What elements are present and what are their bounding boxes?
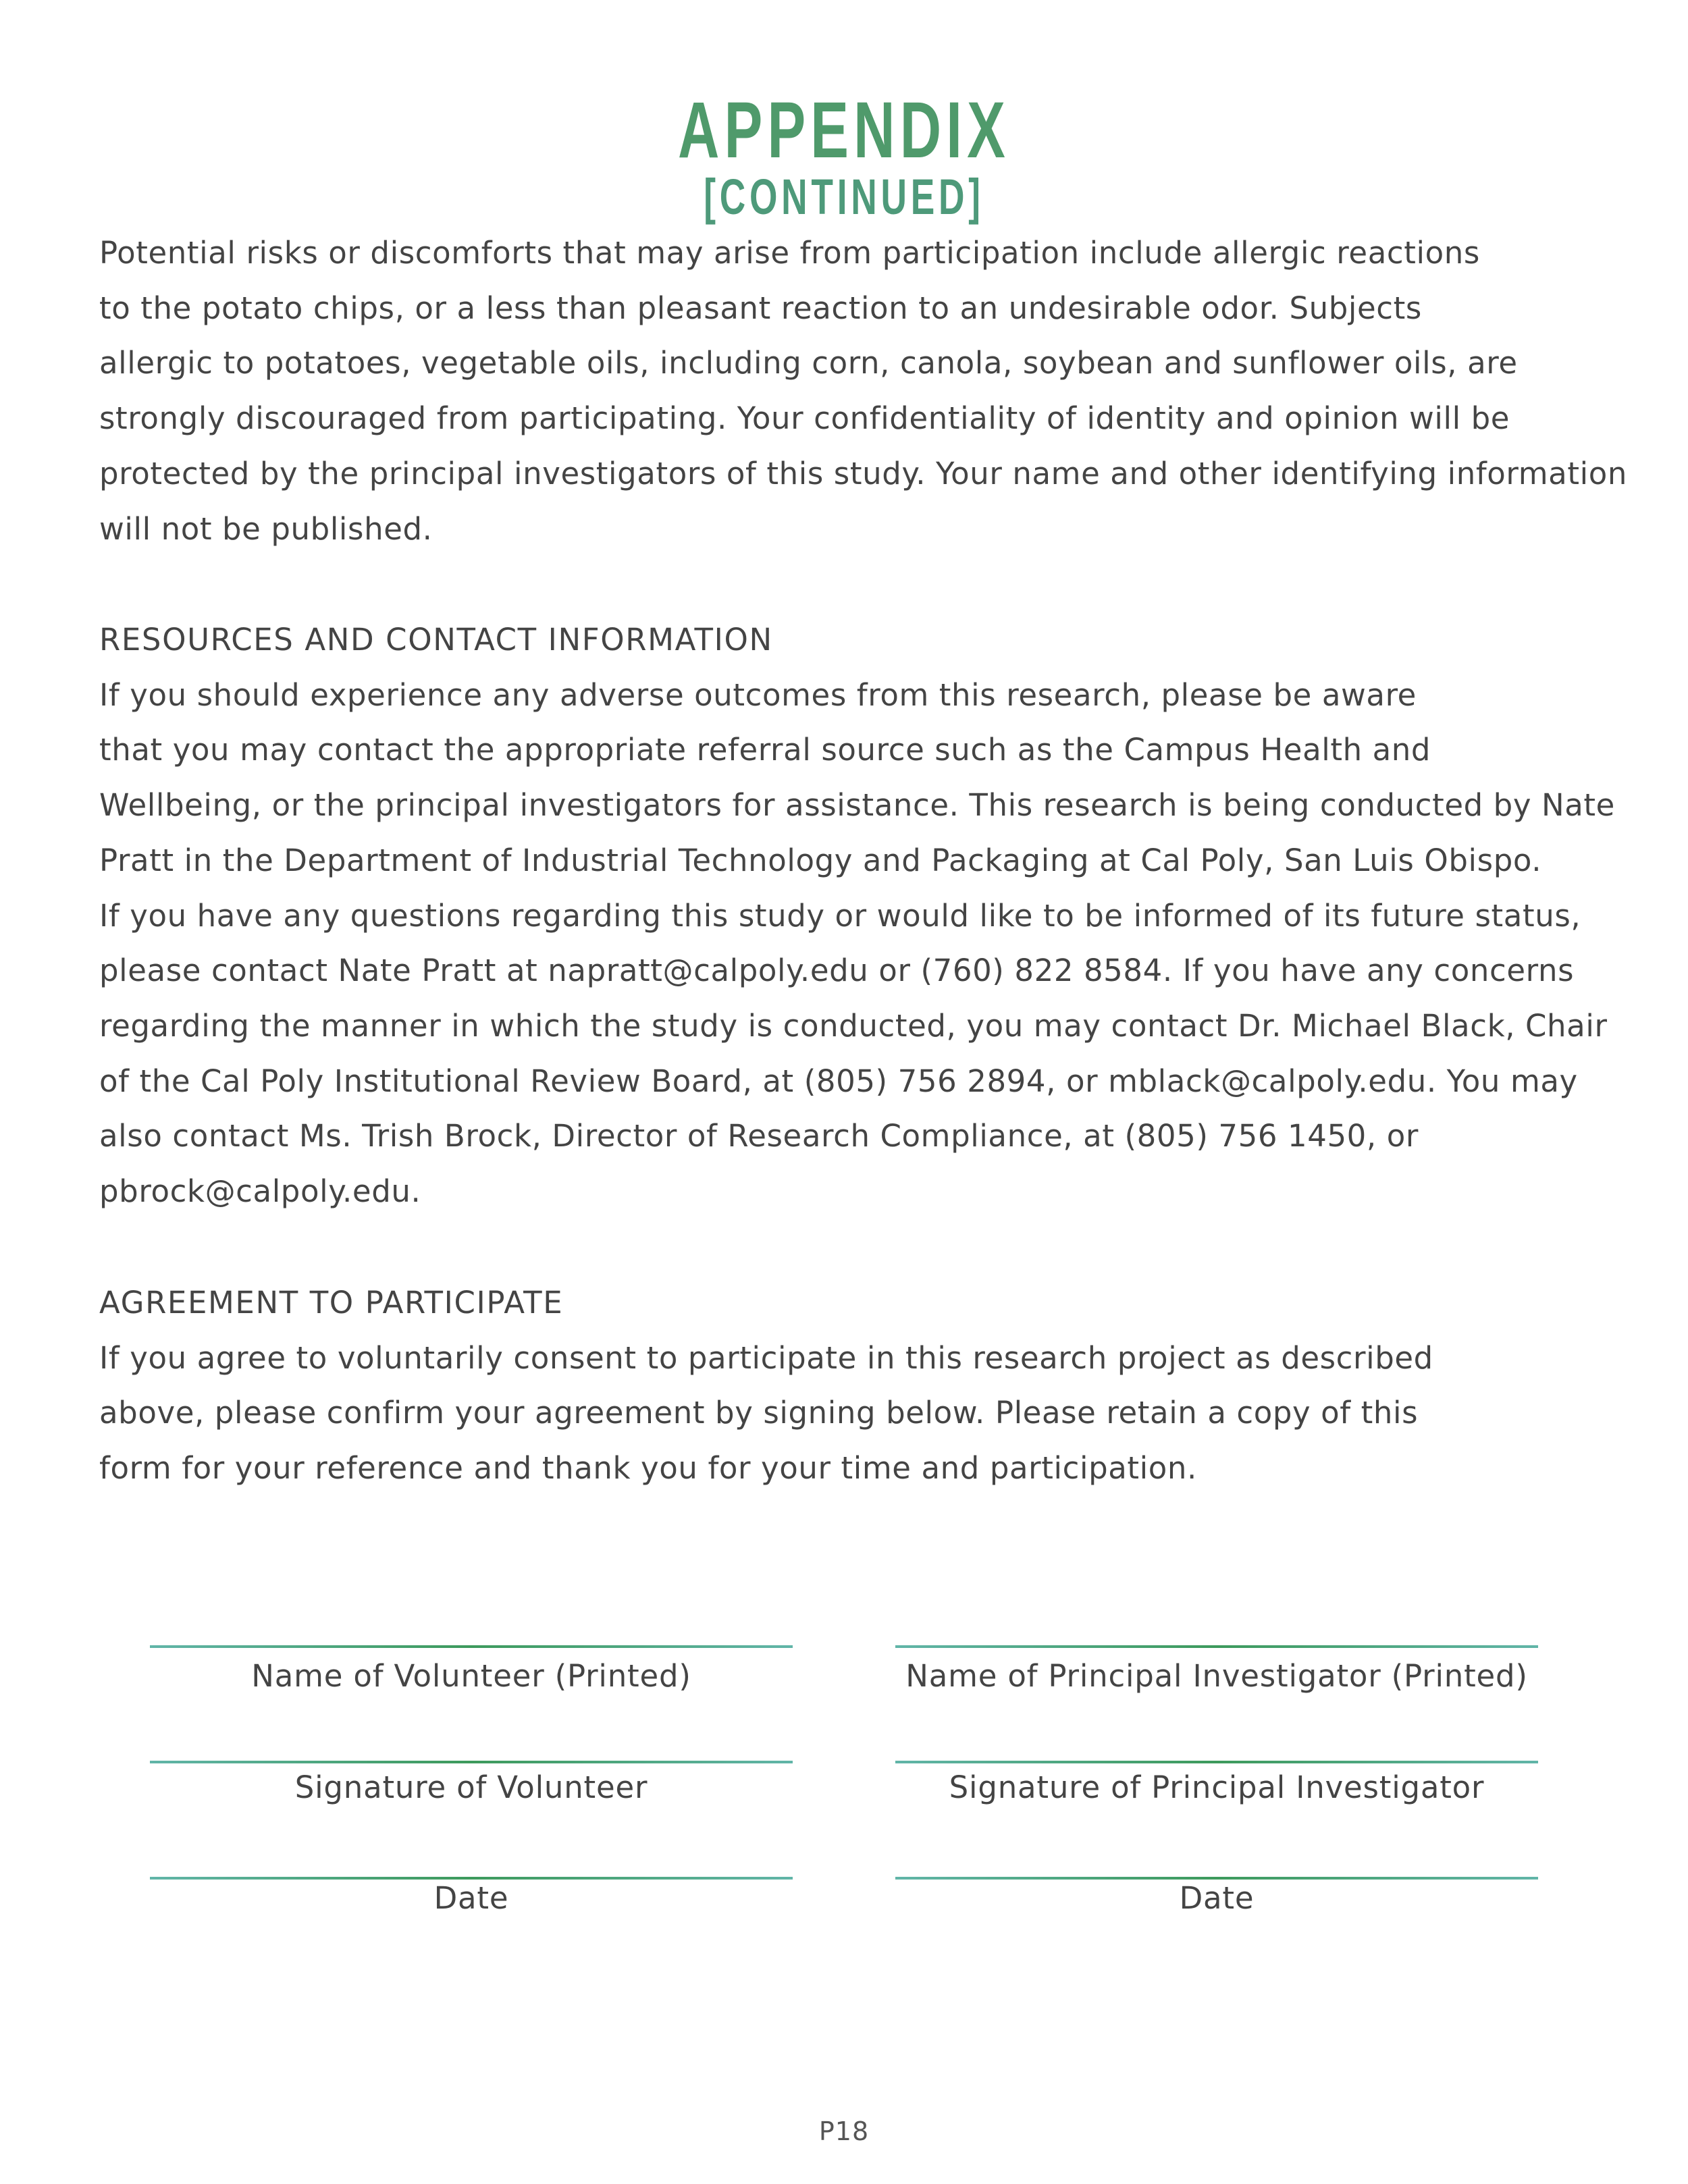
volunteer-signature-line[interactable] xyxy=(150,1761,793,1763)
paragraph-line: regarding the manner in which the study is conducted, you may contact Dr. Michael Black, Chair xyxy=(99,1007,1608,1044)
investigator-signature-label: Signature of Principal Investigator xyxy=(949,1769,1485,1805)
paragraph-line: that you may contact the appropriate referral source such as the Campus Health and xyxy=(99,732,1431,768)
paragraph-line: If you agree to voluntarily consent to participate in this research project as described xyxy=(99,1339,1433,1376)
page-number: P18 xyxy=(818,2116,870,2146)
page-subtitle: [CONTINUED] xyxy=(704,169,984,225)
paragraph-line: please contact Nate Pratt at napratt@calpoly.edu or (760) 822 8584. If you have any concerns xyxy=(99,953,1575,989)
volunteer-name-line[interactable] xyxy=(150,1645,793,1648)
paragraph-line: protected by the principal investigators of this study. Your name and other identifying information xyxy=(99,455,1627,491)
volunteer-date-label: Date xyxy=(433,1880,509,1916)
paragraph-line: of the Cal Poly Institutional Review Board, at (805) 756 2894, or mblack@calpoly.edu. You may xyxy=(99,1063,1578,1099)
paragraph-line: form for your reference and thank you for your time and participation. xyxy=(99,1450,1197,1487)
paragraph-line: If you have any questions regarding this study or would like to be informed of its future status, xyxy=(99,897,1581,934)
volunteer-signature-label: Signature of Volunteer xyxy=(294,1769,648,1805)
paragraph-line: Wellbeing, or the principal investigators for assistance. This research is being conducted by Nate xyxy=(99,787,1615,824)
investigator-name-line[interactable] xyxy=(895,1645,1538,1648)
paragraph-line: to the potato chips, or a less than pleasant reaction to an undesirable odor. Subjects xyxy=(99,290,1422,326)
resources-section xyxy=(99,612,1615,1219)
resources-heading: RESOURCES AND CONTACT INFORMATION xyxy=(99,622,773,658)
investigator-signature-line[interactable] xyxy=(895,1761,1538,1763)
paragraph-line: If you should experience any adverse outcomes from this research, please be aware xyxy=(99,676,1417,713)
paragraph-line: strongly discouraged from participating. Your confidentiality of identity and opinion will be xyxy=(99,400,1510,437)
paragraph-line: Potential risks or discomforts that may arise from participation include allergic reactions xyxy=(99,235,1480,271)
page-title: APPENDIX xyxy=(678,86,1010,175)
paragraph-line: Pratt in the Department of Industrial Technology and Packaging at Cal Poly, San Luis Obispo. xyxy=(99,842,1542,878)
risks-paragraph xyxy=(99,225,1627,556)
paragraph-line: also contact Ms. Trish Brock, Director of Research Compliance, at (805) 756 1450, or xyxy=(99,1118,1419,1154)
paragraph-line: pbrock@calpoly.edu. xyxy=(99,1173,421,1210)
investigator-name-label: Name of Principal Investigator (Printed) xyxy=(905,1658,1528,1694)
paragraph-line: allergic to potatoes, vegetable oils, including corn, canola, soybean and sunflower oils, are xyxy=(99,345,1518,381)
investigator-date-label: Date xyxy=(1179,1880,1255,1916)
agreement-section xyxy=(99,1275,1612,1496)
volunteer-name-label: Name of Volunteer (Printed) xyxy=(251,1658,691,1694)
paragraph-line: will not be published. xyxy=(99,510,433,547)
agreement-heading: AGREEMENT TO PARTICIPATE xyxy=(99,1285,564,1321)
paragraph-line: above, please confirm your agreement by signing below. Please retain a copy of this xyxy=(99,1395,1419,1431)
